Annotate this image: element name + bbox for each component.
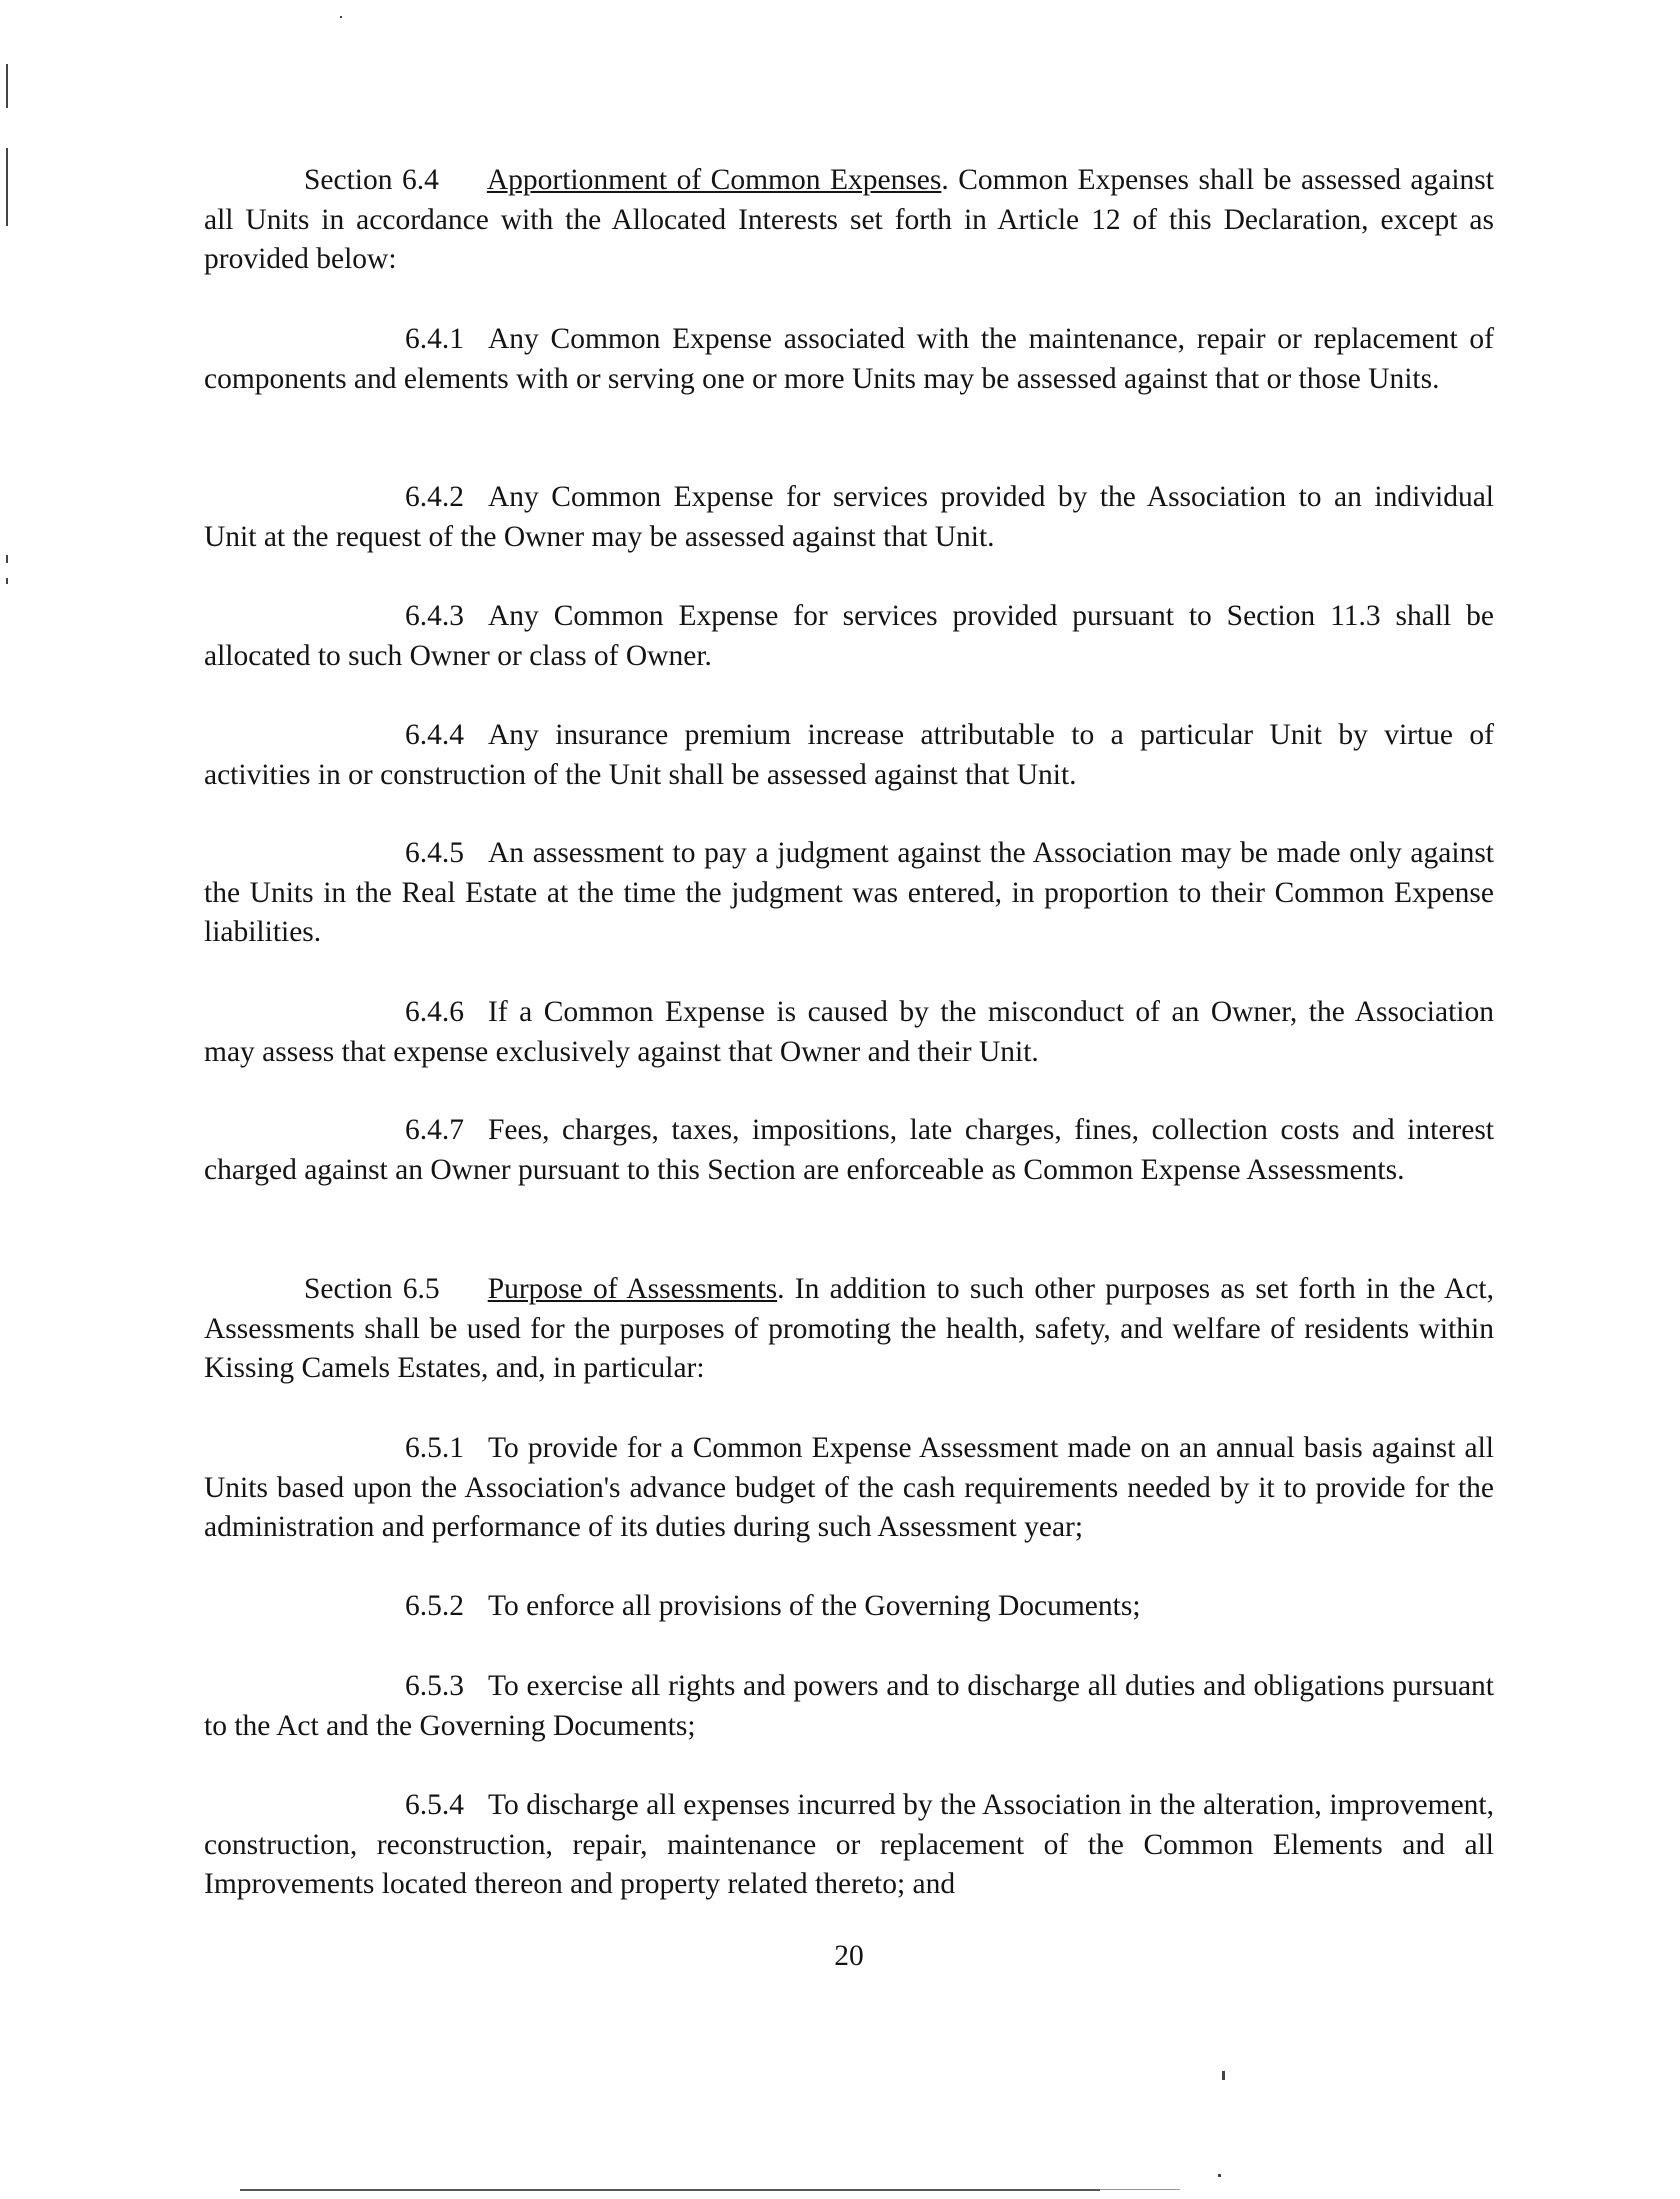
subsection-text: To enforce all provisions of the Governing Documents;	[488, 1590, 1141, 1622]
scan-edge-line	[240, 2189, 1100, 2191]
subsection-6-4-7	[204, 1111, 1494, 1190]
subsection-text: Any insurance premium increase attributable to a particular Unit by virtue of activities in or construction of the Unit shall be assessed against that Unit.	[204, 719, 1494, 791]
section-6-5-heading: Purpose of Assessments	[487, 1273, 778, 1305]
subsection-6-5-4	[204, 1786, 1494, 1905]
section-6-5-paragraph	[204, 1270, 1494, 1389]
subsection-6-4-3	[204, 597, 1494, 676]
subsection-text: To provide for a Common Expense Assessment made on an annual basis against all Units based upon the Association's advance budget of the cash requirements needed by it to provide for the administration and performance of its duties during such Assessment year;	[204, 1432, 1494, 1543]
subsection-6-5-3	[204, 1667, 1494, 1746]
subsection-number: 6.4.1	[405, 323, 464, 355]
subsection-6-4-4	[204, 716, 1494, 795]
subsection-number: 6.4.6	[405, 996, 464, 1028]
subsection-number: 6.4.3	[405, 600, 464, 632]
scan-edge-line	[1100, 2189, 1180, 2190]
section-6-4-label: Section 6.4	[304, 164, 439, 196]
subsection-text: To exercise all rights and powers and to discharge all duties and obligations pursuant to the Act and the Governing Documents;	[204, 1670, 1494, 1742]
subsection-6-4-6	[204, 993, 1494, 1072]
section-6-4-paragraph	[204, 161, 1494, 280]
subsection-6-5-1	[204, 1429, 1494, 1548]
subsection-text: Any Common Expense associated with the maintenance, repair or replacement of components and elements with or serving one or more Units may be assessed against that or those Units.	[204, 323, 1494, 395]
section-6-5-label: Section 6.5	[304, 1273, 440, 1305]
subsection-number: 6.4.2	[405, 481, 464, 513]
subsection-text: Any Common Expense for services provided pursuant to Section 11.3 shall be allocated to such Owner or class of Owner.	[204, 600, 1494, 672]
section-6-5-body: . In addition to such other purposes as set forth in the Act, Assessments shall be used for the purposes of promoting the health, safety, and welfare of residents within Kissing Camels Estates, and, in particular:	[204, 1273, 1495, 1384]
subsection-text: If a Common Expense is caused by the misconduct of an Owner, the Association may assess that expense exclusively against that Owner and their Unit.	[204, 996, 1494, 1068]
subsection-text: Any Common Expense for services provided by the Association to an individual Unit at the request of the Owner may be assessed against that Unit.	[204, 481, 1494, 553]
subsection-6-4-5	[204, 834, 1494, 953]
section-6-4-body: . Common Expenses shall be assessed against all Units in accordance with the Allocated Interests set forth in Article 12 of this Declaration, except as provided below:	[204, 164, 1494, 275]
subsection-6-4-2	[204, 478, 1494, 557]
subsection-number: 6.4.5	[405, 837, 464, 869]
subsection-number: 6.5.4	[405, 1789, 464, 1821]
subsection-text: Fees, charges, taxes, impositions, late charges, fines, collection costs and interest charged against an Owner pursuant to this Section are enforceable as Common Expense Assessments.	[204, 1114, 1494, 1186]
subsection-number: 6.4.7	[405, 1114, 464, 1146]
subsection-6-5-2	[204, 1587, 1494, 1627]
subsection-number: 6.5.2	[405, 1590, 464, 1622]
subsection-text: To discharge all expenses incurred by the Association in the alteration, improvement, construction, reconstruction, repair, maintenance or replacement of the Common Elements and all Improvements located thereon and property related thereto; and	[204, 1789, 1494, 1900]
subsection-number: 6.5.1	[405, 1432, 464, 1464]
subsection-text: An assessment to pay a judgment against the Association may be made only against the Units in the Real Estate at the time the judgment was entered, in proportion to their Common Expense liabilities.	[204, 837, 1494, 948]
page-number: 20	[834, 1940, 864, 1972]
subsection-number: 6.5.3	[405, 1670, 464, 1702]
section-6-4-heading: Apportionment of Common Expenses	[486, 164, 942, 196]
subsection-number: 6.4.4	[405, 719, 464, 751]
subsection-6-4-1	[204, 320, 1494, 399]
